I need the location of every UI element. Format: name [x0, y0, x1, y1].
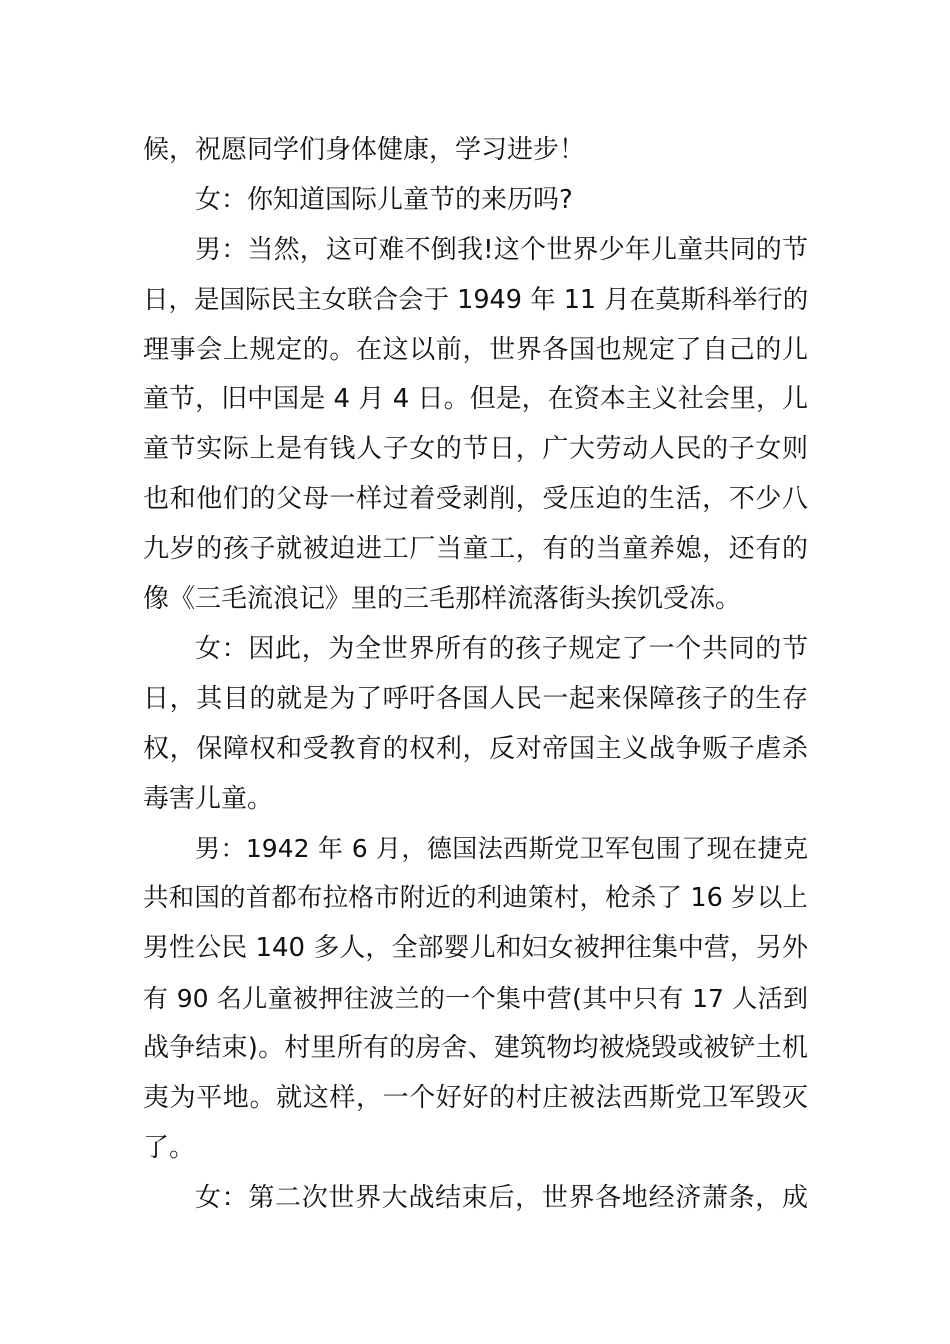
text-line: 童节实际上是有钱人子女的节日，广大劳动人民的子女则: [143, 434, 808, 465]
text-line: 理事会上规定的。在这以前，世界各国也规定了自己的儿: [143, 334, 808, 365]
text-line: 女：你知道国际儿童节的来历吗?: [195, 184, 573, 215]
text-line: 男性公民 140 多人，全部婴儿和妇女被押往集中营，另外: [143, 933, 808, 964]
text-line: 候，祝愿同学们身体健康，学习进步！: [143, 135, 586, 165]
text-line: 女：第二次世界大战结束后，世界各地经济萧条，成: [195, 1182, 808, 1213]
text-line: 毒害儿童。: [143, 783, 274, 814]
text-line: 日，其目的就是为了呼吁各国人民一起来保障孩子的生存: [143, 683, 808, 714]
document-body-text: [143, 126, 808, 1224]
text-line: 战争结束)。村里所有的房舍、建筑物均被烧毁或被铲土机: [143, 1033, 808, 1064]
text-line: 日，是国际民主女联合会于 1949 年 11 月在莫斯科举行的: [143, 284, 809, 315]
text-line: 像《三毛流浪记》里的三毛那样流落街头挨饥受冻。: [143, 584, 742, 615]
text-line: 有 90 名儿童被押往波兰的一个集中营(其中只有 17 人活到: [143, 984, 808, 1014]
text-line: 九岁的孩子就被迫进工厂当童工，有的当童养媳，还有的: [143, 534, 808, 565]
text-line: 也和他们的父母一样过着受剥削，受压迫的生活，不少八: [143, 484, 808, 515]
text-line: 了。: [143, 1132, 196, 1163]
text-line: 男：当然，这可难不倒我!这个世界少年儿童共同的节: [195, 234, 808, 265]
text-line: 权，保障权和受教育的权利，反对帝国主义战争贩子虐杀: [143, 733, 808, 764]
text-line: 夷为平地。就这样，一个好好的村庄被法西斯党卫军毁灭: [143, 1082, 808, 1113]
text-line: 童节，旧中国是 4 月 4 日。但是，在资本主义社会里，儿: [143, 384, 808, 415]
text-line: 男：1942 年 6 月，德国法西斯党卫军包围了现在捷克: [195, 834, 808, 864]
text-line: 女：因此，为全世界所有的孩子规定了一个共同的节: [195, 633, 808, 664]
text-line: 共和国的首都布拉格市附近的利迪策村，枪杀了 16 岁以上: [143, 883, 808, 914]
